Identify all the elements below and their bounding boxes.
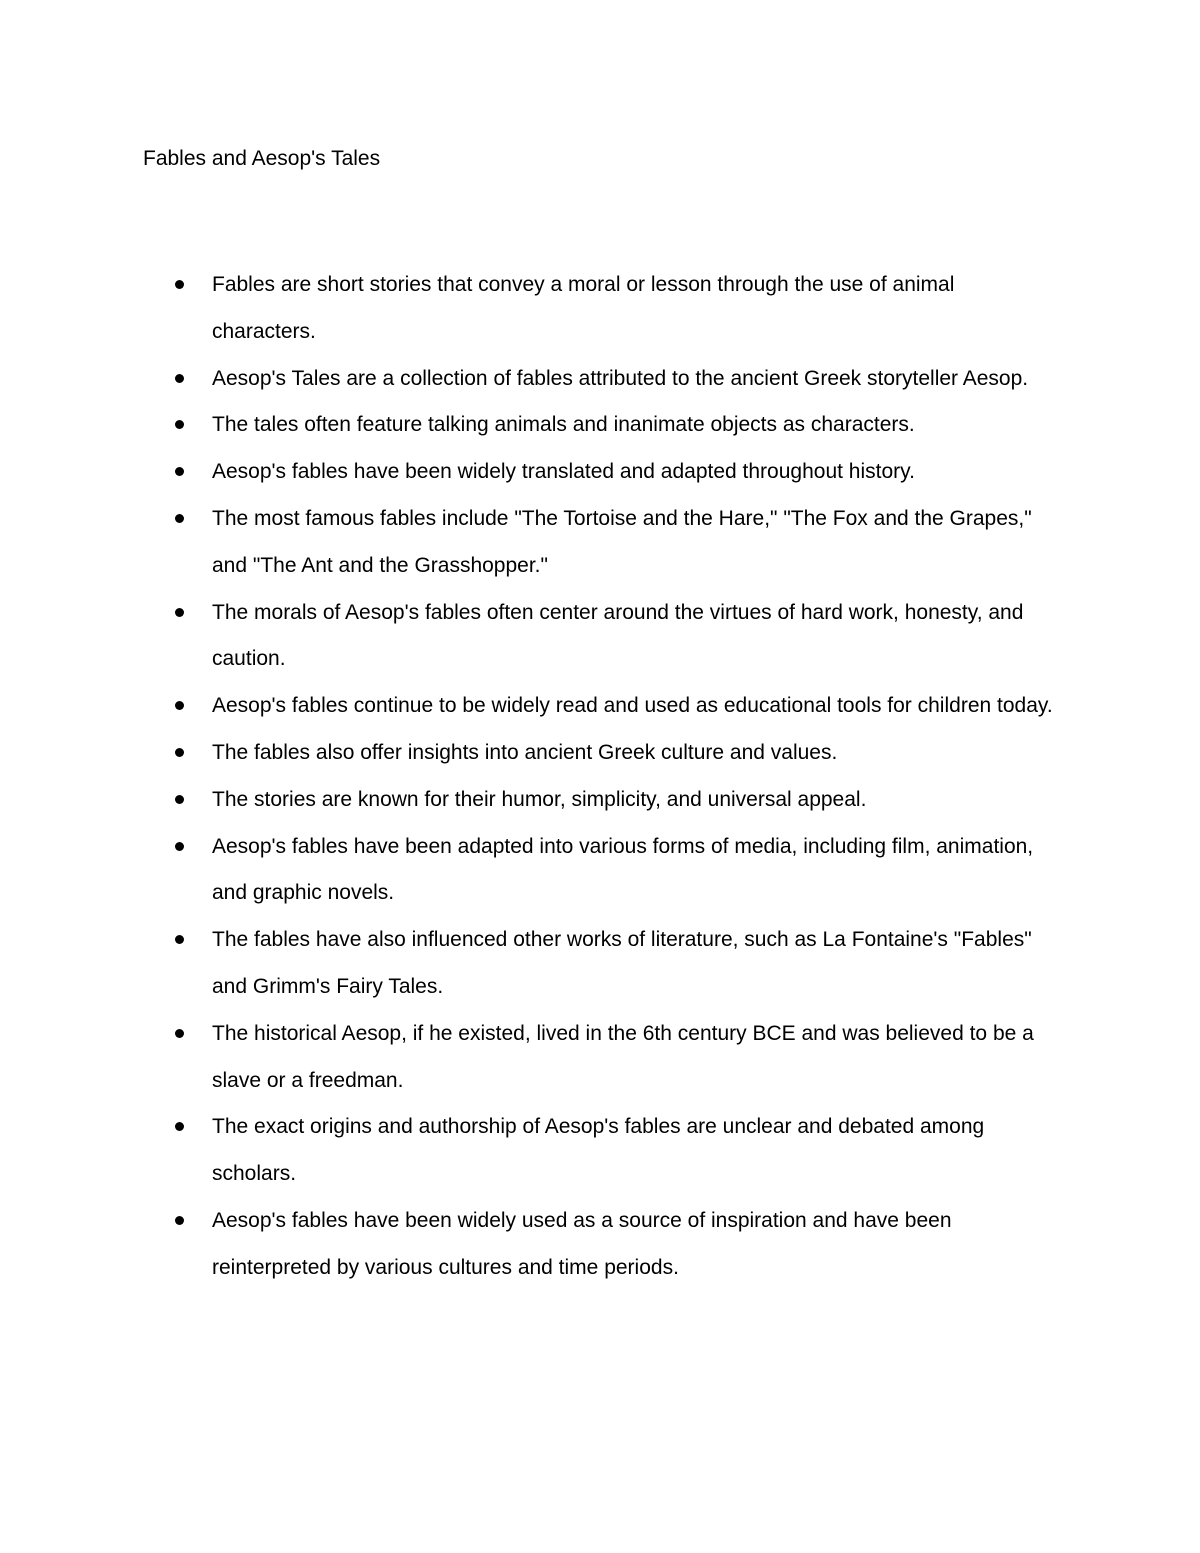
list-item	[0, 777, 1062, 824]
list-item	[0, 262, 1062, 356]
list-item	[0, 1104, 1062, 1198]
list-item	[0, 730, 1062, 777]
list-item-text: The morals of Aesop's fables often center around the virtues of hard work, honesty, and caution.	[212, 600, 1024, 671]
list-item	[0, 824, 1062, 918]
list-item	[0, 590, 1062, 684]
bullet-icon	[175, 701, 184, 710]
list-item	[0, 356, 1062, 403]
bullet-icon	[175, 935, 184, 944]
bullet-icon	[175, 374, 184, 383]
list-item	[0, 496, 1062, 590]
list-item-text: The fables also offer insights into ancient Greek culture and values.	[212, 740, 838, 764]
list-item-text: Fables are short stories that convey a moral or lesson through the use of animal characters.	[212, 273, 955, 343]
bullet-icon	[175, 748, 184, 757]
list-item-text: The most famous fables include "The Tortoise and the Hare," "The Fox and the Grapes," and "The Ant and the Grasshopper."	[212, 506, 1032, 577]
list-item-text: Aesop's fables continue to be widely read and used as educational tools for children today.	[212, 694, 1053, 718]
list-item-text: Aesop's fables have been adapted into various forms of media, including film, animation, and graphic novels.	[212, 834, 1034, 905]
list-item-text: Aesop's fables have been widely used as a source of inspiration and have been reinterpreted by various cultures and time periods.	[212, 1208, 952, 1279]
list-item-text: The historical Aesop, if he existed, lived in the 6th century BCE and was believed to be a slave or a freedman.	[212, 1021, 1034, 1092]
bullet-list	[0, 262, 1200, 1292]
bullet-icon	[175, 420, 184, 429]
list-item-text: The tales often feature talking animals and inanimate objects as characters.	[212, 413, 915, 437]
bullet-icon	[175, 795, 184, 804]
list-item-text: Aesop's Tales are a collection of fables attributed to the ancient Greek storyteller Aesop.	[212, 366, 1029, 390]
bullet-icon	[175, 280, 184, 289]
list-item	[0, 1011, 1062, 1105]
bullet-icon	[175, 1122, 184, 1131]
bullet-icon	[175, 514, 184, 523]
list-item	[0, 449, 1062, 496]
list-item	[0, 1198, 1062, 1292]
document-title: Fables and Aesop's Tales	[143, 147, 381, 170]
list-item-text: Aesop's fables have been widely translated and adapted throughout history.	[212, 460, 915, 484]
list-item-text: The stories are known for their humor, simplicity, and universal appeal.	[212, 787, 867, 811]
list-item	[0, 402, 1062, 449]
list-item-text: The exact origins and authorship of Aesop's fables are unclear and debated among scholars.	[212, 1115, 985, 1186]
bullet-icon	[175, 1029, 184, 1038]
bullet-icon	[175, 467, 184, 476]
bullet-icon	[175, 608, 184, 617]
list-item-text: The fables have also influenced other works of literature, such as La Fontaine's "Fables" and Grimm's Fairy Tales.	[212, 928, 1032, 998]
bullet-icon	[175, 842, 184, 851]
list-item	[0, 683, 1062, 730]
list-item	[0, 917, 1062, 1011]
bullet-icon	[175, 1216, 184, 1225]
